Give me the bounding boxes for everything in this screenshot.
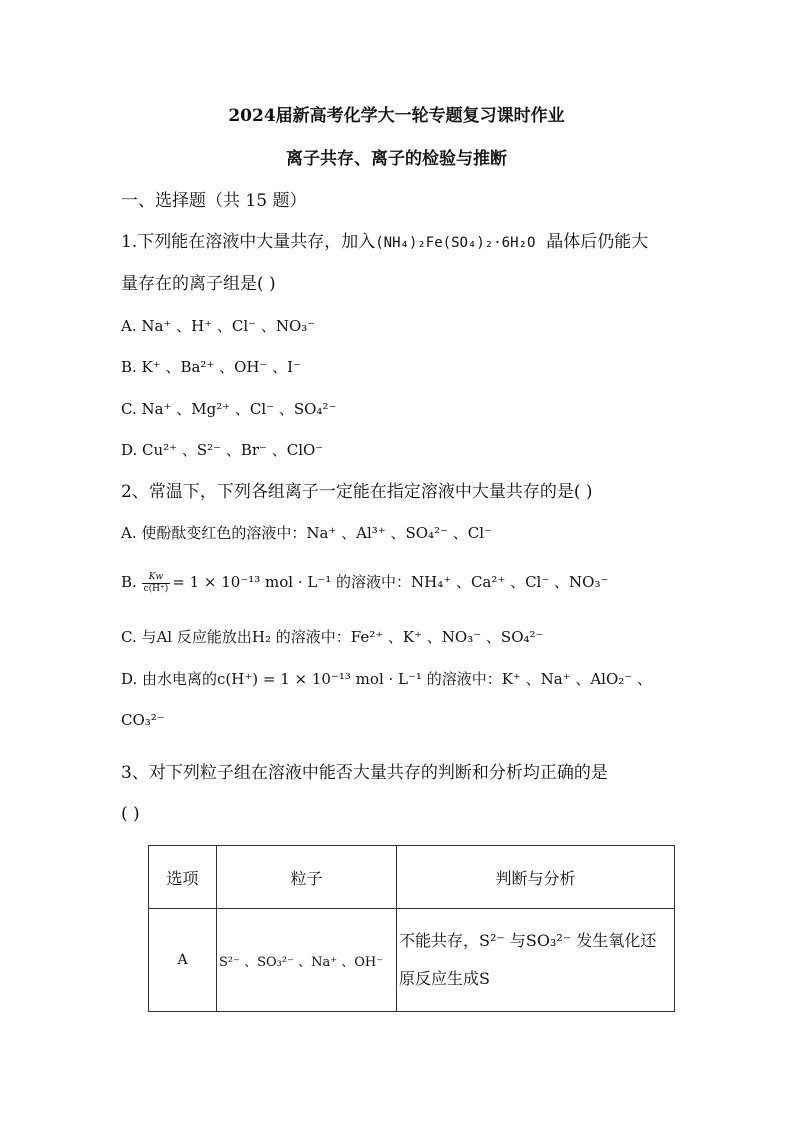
analysis-line-1: 不能共存，S²⁻ 与SO₃²⁻ 发生氧化还 — [399, 931, 657, 950]
q2-option-a: A. 使酚酞变红色的溶液中：Na⁺ 、Al³⁺ 、SO₄²⁻ 、Cl⁻ — [121, 524, 492, 542]
q2-option-b-label: B. — [121, 573, 137, 591]
document-title: 2024届新高考化学大一轮专题复习课时作业 — [228, 106, 565, 126]
q1-option-b: B. K⁺ 、Ba²⁺ 、OH⁻ 、I⁻ — [121, 358, 302, 376]
document-subtitle: 离子共存、离子的检验与推断 — [286, 149, 507, 169]
q1-option-d: D. Cu²⁺ 、S²⁻ 、Br⁻ 、ClO⁻ — [121, 441, 324, 459]
fraction-numerator: Kw — [142, 572, 171, 584]
section-heading: 一、选择题（共 15 题） — [121, 191, 307, 211]
table-cell-option: A — [149, 909, 217, 1012]
table-cell-particles: S²⁻ 、SO₃²⁻ 、Na⁺ 、OH⁻ — [217, 909, 397, 1012]
q3-stem: 3、对下列粒子组在溶液中能否大量共存的判断和分析均正确的是 — [121, 763, 608, 783]
q2-option-d-cont: CO₃²⁻ — [121, 711, 165, 729]
q1-option-c: C. Na⁺ 、Mg²⁺ 、Cl⁻ 、SO₄²⁻ — [121, 400, 337, 418]
analysis-line-2: 原反应生成S — [399, 969, 490, 988]
table-cell-analysis — [397, 909, 675, 1012]
q1-stem-cont: 量存在的离子组是( ) — [121, 274, 276, 294]
table-header-cell: 判断与分析 — [397, 846, 675, 909]
q1-stem — [121, 231, 648, 254]
q1-formula: (NH₄)₂Fe(SO₄)₂·6H₂O — [375, 235, 536, 251]
table-header-row — [149, 846, 675, 909]
q2-option-b — [121, 571, 608, 595]
table-row — [149, 909, 675, 1012]
q2-option-b-text: = 1 × 10⁻¹³ mol · L⁻¹ 的溶液中：NH₄⁺ 、Ca²⁺ 、Cl⁻ 、NO₃⁻ — [172, 573, 609, 591]
q1-option-a: A. Na⁺ 、H⁺ 、Cl⁻ 、NO₃⁻ — [121, 317, 316, 335]
q1-stem-text-2: 晶体后仍能大 — [546, 232, 649, 252]
q1-stem-text: 1.下列能在溶液中大量共存，加入 — [121, 232, 376, 252]
q3-table — [148, 845, 675, 1012]
fraction-denominator: c(H⁺) — [143, 583, 169, 594]
kw-fraction — [142, 572, 171, 595]
table-header-cell: 粒子 — [217, 846, 397, 909]
table-header-cell: 选项 — [149, 846, 217, 909]
q3-stem-cont: ( ) — [121, 804, 140, 824]
q2-option-d: D. 由水电离的c(H⁺) = 1 × 10⁻¹³ mol · L⁻¹ 的溶液中：K⁺ 、Na⁺ 、AlO₂⁻ 、 — [121, 670, 652, 688]
q2-option-c: C. 与Al 反应能放出H₂ 的溶液中：Fe²⁺ 、K⁺ 、NO₃⁻ 、SO₄²⁻ — [121, 628, 544, 646]
q2-stem: 2、常温下，下列各组离子一定能在指定溶液中大量共存的是( ) — [121, 482, 593, 502]
